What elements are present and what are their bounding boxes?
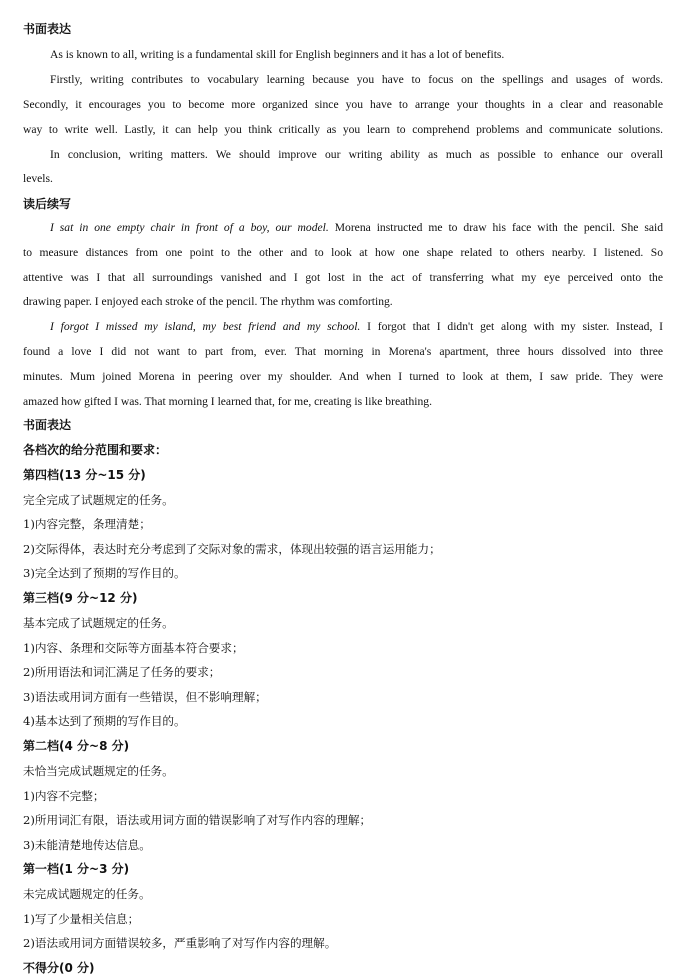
essay-line: As is known to all, writing is a fundamental skill for English beginners and it has a lot of benefits. [50, 48, 505, 61]
essay-line: way to write well. Lastly, it can help you think critically as you learn to comprehend problems and communicate solutions. [23, 123, 663, 136]
section-title-writing: 书面表达 [23, 22, 72, 36]
essay-line: levels. [23, 172, 53, 185]
italic-phrase: I forgot I missed my island, my best friend and my school. [50, 320, 361, 333]
continuation-line: minutes. Mum joined Morena in peering over my shoulder. And when I turned to look at them, I saw pride. They were [23, 370, 663, 383]
tier-item: 3)完全达到了预期的写作目的。 [23, 566, 186, 580]
rubric-intro: 各档次的给分范围和要求： [23, 443, 168, 457]
tier-title: 第三档(9 分~12 分) [23, 591, 138, 605]
tier-summary: 基本完成了试题规定的任务。 [23, 616, 174, 630]
tier-item: 3)未能清楚地传达信息。 [23, 838, 151, 852]
essay-line: Secondly, it encourages you to become more organized since you have to arrange your thoughts in a clear and reasonable [23, 98, 663, 111]
rubric-title: 书面表达 [23, 418, 72, 432]
tier-item: 2)语法或用词方面错误较多，严重影响了对写作内容的理解。 [23, 936, 337, 950]
tier-item: 1)内容完整，条理清楚； [23, 517, 151, 531]
tier-title: 第二档(4 分~8 分) [23, 739, 130, 753]
tier-item: 3)语法或用词方面有一些错误，但不影响理解； [23, 690, 267, 704]
continuation-line: attentive was I that all surroundings vanished and I got lost in the act of transferring what my eye perceived onto the [23, 271, 663, 284]
continuation-line: found a love I did not want to part from, ever. That morning in Morena's apartment, three hours dissolved into three [23, 345, 663, 358]
continuation-line [50, 314, 663, 339]
continuation-text: Morena instructed me to draw his face with the pencil. She said [328, 221, 663, 234]
tier-summary: 未恰当完成试题规定的任务。 [23, 764, 174, 778]
tier-summary: 未完成试题规定的任务。 [23, 887, 151, 901]
tier-title: 第四档(13 分~15 分) [23, 468, 146, 482]
tier-title: 第一档(1 分~3 分) [23, 862, 130, 876]
tier-item: 4)基本达到了预期的写作目的。 [23, 714, 186, 728]
tier-item: 2)交际得体，表达时充分考虑到了交际对象的需求，体现出较强的语言运用能力； [23, 542, 441, 556]
continuation-line: to measure distances from one point to the other and to look at how one shape related to others nearby. I listened. So [23, 246, 663, 259]
tier-item: 2)所用语法和词汇满足了任务的要求； [23, 665, 221, 679]
continuation-line: amazed how gifted I was. That morning I learned that, for me, creating is like breathing. [23, 395, 432, 408]
essay-line: Firstly, writing contributes to vocabulary learning because you have to focus on the spellings and usages of words. [50, 73, 663, 86]
continuation-line: drawing paper. I enjoyed each stroke of the pencil. The rhythm was comforting. [23, 295, 393, 308]
tier-title: 不得分(0 分) [23, 961, 95, 975]
tier-item: 1)内容不完整； [23, 789, 105, 803]
section-title-continuation: 读后续写 [23, 197, 72, 211]
continuation-text: I forgot that I didn't get along with my sister. Instead, I [360, 320, 663, 333]
tier-item: 2)所用词汇有限，语法或用词方面的错误影响了对写作内容的理解； [23, 813, 372, 827]
tier-item: 1)内容、条理和交际等方面基本符合要求； [23, 641, 244, 655]
tier-summary: 完全完成了试题规定的任务。 [23, 493, 174, 507]
essay-line: In conclusion, writing matters. We should improve our writing ability as much as possible to enhance our overall [50, 148, 663, 161]
italic-phrase: I sat in one empty chair in front of a boy, our model. [50, 221, 329, 234]
continuation-line [50, 215, 663, 240]
tier-item: 1)写了少量相关信息； [23, 912, 140, 926]
